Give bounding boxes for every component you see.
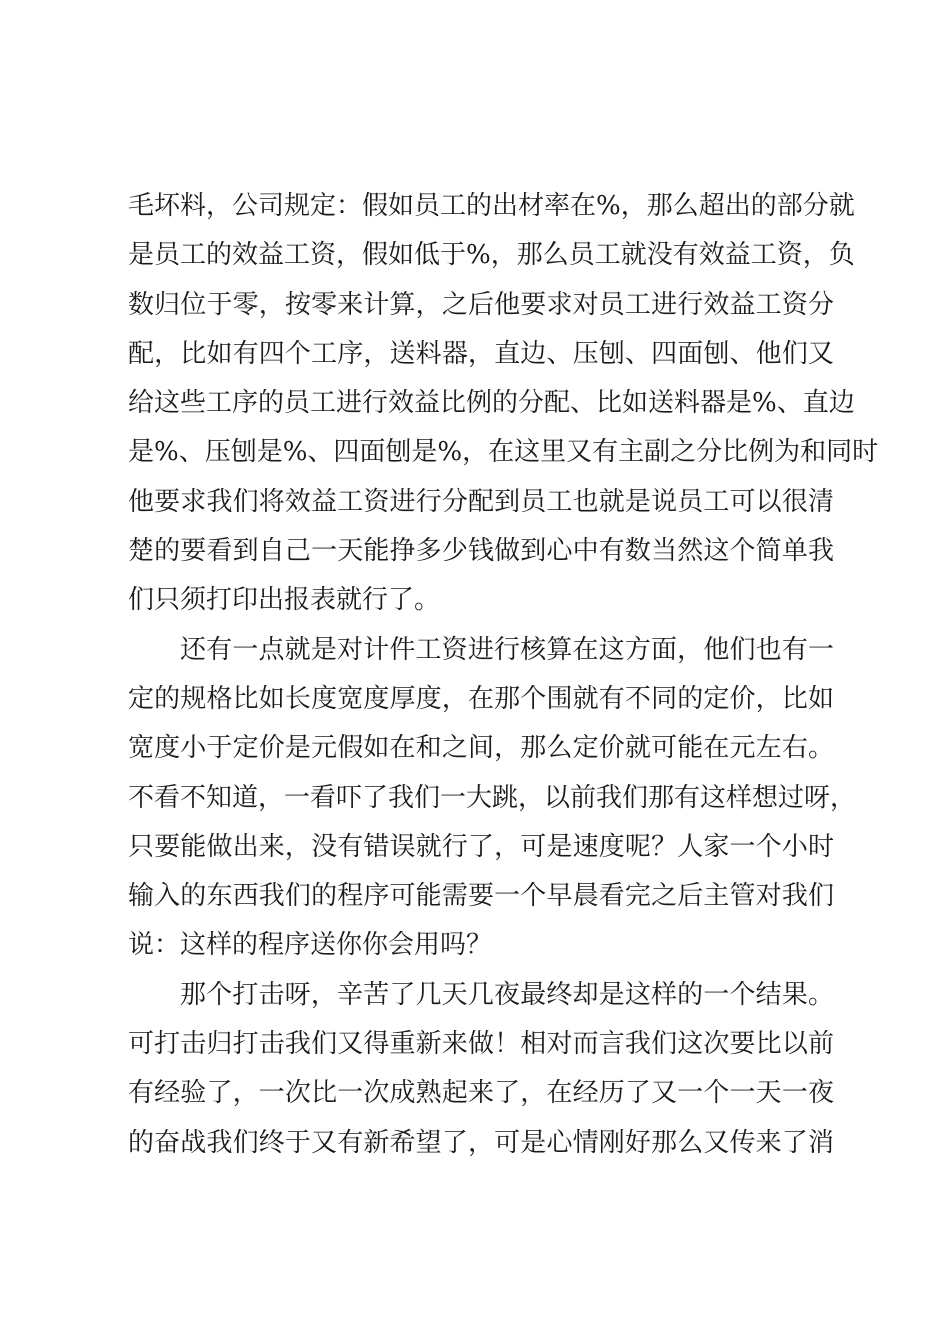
text-line: 宽度小于定价是元假如在和之间，那么定价就可能在元左右。 xyxy=(128,733,834,764)
paragraph-3 xyxy=(128,971,834,1168)
text-line: 们只须打印出报表就行了。 xyxy=(128,585,441,616)
text-line: 毛坏料，公司规定：假如员工的出材率在%，那么超出的部分就 xyxy=(128,191,855,221)
text-line: 不看不知道，一看吓了我们一大跳，以前我们那有这样想过呀， xyxy=(128,782,857,813)
text-line: 还有一点就是对计件工资进行核算在这方面，他们也有一 xyxy=(180,634,834,665)
document-body xyxy=(128,182,879,1168)
text-line: 他要求我们将效益工资进行分配到员工也就是说员工可以很清 xyxy=(128,486,834,517)
text-line: 定的规格比如长度宽度厚度，在那个围就有不同的定价，比如 xyxy=(128,683,834,714)
text-line: 是员工的效益工资，假如低于%，那么员工就没有效益工资，负 xyxy=(128,240,855,271)
text-line: 数归位于零，按零来计算，之后他要求对员工进行效益工资分 xyxy=(128,289,834,320)
paragraph-2 xyxy=(128,626,857,971)
text-line: 是%、压刨是%、四面刨是%，在这里又有主副之分比例为和同时 xyxy=(128,437,879,468)
text-line: 的奋战我们终于又有新希望了，可是心情刚好那么又传来了消 xyxy=(128,1127,834,1158)
text-line: 有经验了，一次比一次成熟起来了，在经历了又一个一天一夜 xyxy=(128,1078,834,1109)
text-line: 只要能做出来，没有错误就行了，可是速度呢？人家一个小时 xyxy=(128,831,834,862)
text-line: 可打击归打击我们又得重新来做！相对而言我们这次要比以前 xyxy=(128,1029,834,1060)
text-line: 楚的要看到自己一天能挣多少钱做到心中有数当然这个简单我 xyxy=(128,536,834,567)
text-line: 说：这样的程序送你你会用吗？ xyxy=(128,930,493,961)
text-line: 给这些工序的员工进行效益比例的分配、比如送料器是%、直边 xyxy=(128,388,855,419)
paragraph-1 xyxy=(128,182,879,626)
text-line: 输入的东西我们的程序可能需要一个早晨看完之后主管对我们 xyxy=(128,881,834,912)
text-line: 配，比如有四个工序，送料器，直边、压刨、四面刨、他们又 xyxy=(128,338,834,369)
text-line: 那个打击呀，辛苦了几天几夜最终却是这样的一个结果。 xyxy=(180,979,834,1010)
